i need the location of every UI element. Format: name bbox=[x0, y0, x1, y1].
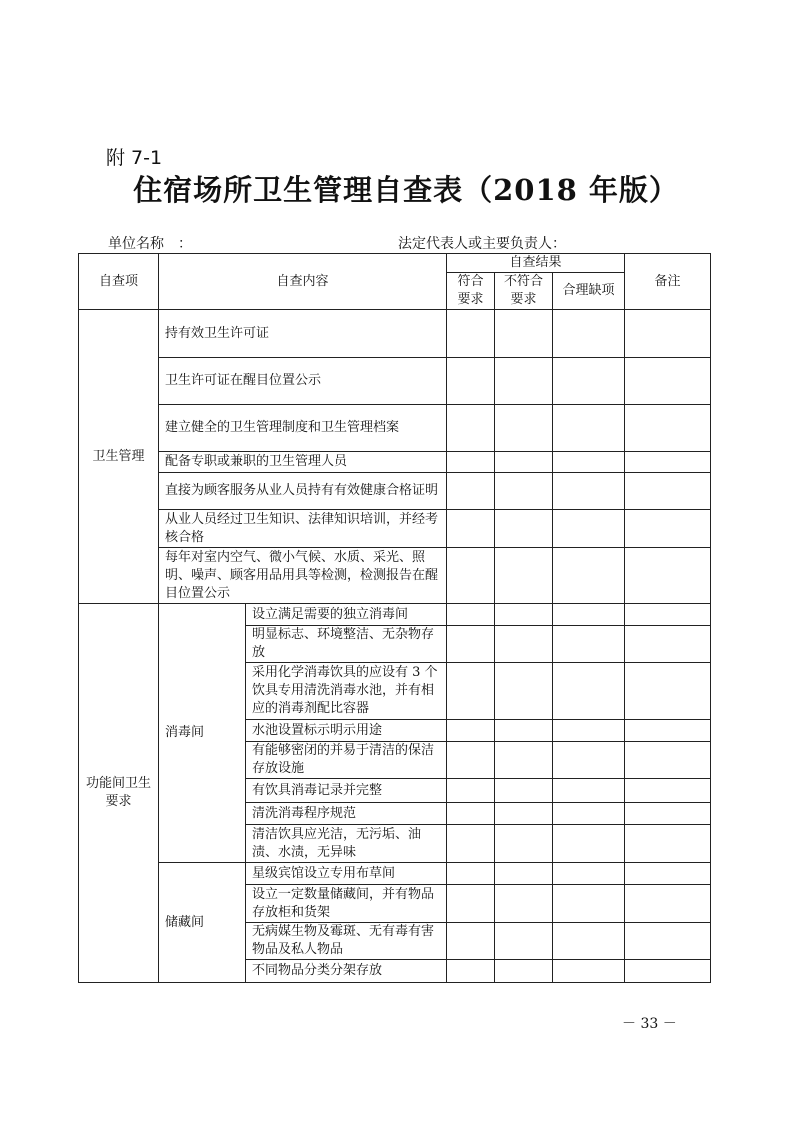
check-not-ok[interactable] bbox=[495, 720, 553, 742]
remark-cell[interactable] bbox=[625, 742, 711, 779]
check-ok[interactable] bbox=[447, 825, 495, 863]
remark-cell[interactable] bbox=[625, 405, 711, 452]
remark-cell[interactable] bbox=[625, 358, 711, 405]
remark-cell[interactable] bbox=[625, 626, 711, 663]
check-content: 建立健全的卫生管理制度和卫生管理档案 bbox=[159, 405, 447, 452]
remark-cell[interactable] bbox=[625, 452, 711, 473]
section-name: 卫生管理 bbox=[79, 310, 159, 604]
check-na[interactable] bbox=[553, 626, 625, 663]
check-ok[interactable] bbox=[447, 452, 495, 473]
table-row bbox=[79, 548, 711, 604]
header-content: 自查内容 bbox=[159, 254, 447, 310]
check-na[interactable] bbox=[553, 825, 625, 863]
check-ok[interactable] bbox=[447, 720, 495, 742]
check-ok[interactable] bbox=[447, 885, 495, 923]
header-remark: 备注 bbox=[625, 254, 711, 310]
check-content: 清洁饮具应光洁，无污垢、油渍、水渍，无异味 bbox=[246, 825, 447, 863]
check-na[interactable] bbox=[553, 473, 625, 510]
table-row bbox=[79, 863, 711, 885]
table-row bbox=[79, 452, 711, 473]
table-row bbox=[79, 510, 711, 548]
check-content: 星级宾馆设立专用布草间 bbox=[246, 863, 447, 885]
header-result: 自查结果 bbox=[447, 254, 625, 273]
check-not-ok[interactable] bbox=[495, 825, 553, 863]
check-not-ok[interactable] bbox=[495, 626, 553, 663]
remark-cell[interactable] bbox=[625, 779, 711, 803]
table-row bbox=[79, 405, 711, 452]
check-content: 采用化学消毒饮具的应设有 3 个饮具专用清洗消毒水池，并有相应的消毒剂配比容器 bbox=[246, 663, 447, 720]
check-not-ok[interactable] bbox=[495, 663, 553, 720]
check-content: 明显标志、环境整洁、无杂物存放 bbox=[246, 626, 447, 663]
remark-cell[interactable] bbox=[625, 548, 711, 604]
header-na: 合理缺项 bbox=[553, 273, 625, 310]
remark-cell[interactable] bbox=[625, 663, 711, 720]
check-not-ok[interactable] bbox=[495, 405, 553, 452]
check-content: 清洗消毒程序规范 bbox=[246, 803, 447, 825]
check-na[interactable] bbox=[553, 863, 625, 885]
table-row bbox=[79, 310, 711, 358]
page-number: － 33 － bbox=[622, 1016, 677, 1032]
check-content: 持有效卫生许可证 bbox=[159, 310, 447, 358]
subsection-name: 储藏间 bbox=[159, 863, 246, 983]
remark-cell[interactable] bbox=[625, 720, 711, 742]
check-content: 从业人员经过卫生知识、法律知识培训，并经考核合格 bbox=[159, 510, 447, 548]
check-not-ok[interactable] bbox=[495, 885, 553, 923]
check-not-ok[interactable] bbox=[495, 960, 553, 983]
check-content: 不同物品分类分架存放 bbox=[246, 960, 447, 983]
table-row bbox=[79, 604, 711, 626]
check-na[interactable] bbox=[553, 405, 625, 452]
check-ok[interactable] bbox=[447, 604, 495, 626]
check-content: 水池设置标示明示用途 bbox=[246, 720, 447, 742]
check-ok[interactable] bbox=[447, 960, 495, 983]
header-item: 自查项 bbox=[79, 254, 159, 310]
remark-cell[interactable] bbox=[625, 803, 711, 825]
remark-cell[interactable] bbox=[625, 960, 711, 983]
annex-label: 附 7-1 bbox=[106, 147, 163, 169]
check-content: 有饮具消毒记录并完整 bbox=[246, 779, 447, 803]
check-content: 设立满足需要的独立消毒间 bbox=[246, 604, 447, 626]
remark-cell[interactable] bbox=[625, 923, 711, 960]
check-na[interactable] bbox=[553, 358, 625, 405]
table-row bbox=[79, 358, 711, 405]
check-ok[interactable] bbox=[447, 626, 495, 663]
page-title: 住宿场所卫生管理自查表（2018 年版） bbox=[133, 173, 679, 207]
check-ok[interactable] bbox=[447, 358, 495, 405]
check-not-ok[interactable] bbox=[495, 779, 553, 803]
check-ok[interactable] bbox=[447, 405, 495, 452]
check-ok[interactable] bbox=[447, 310, 495, 358]
check-na[interactable] bbox=[553, 663, 625, 720]
check-not-ok[interactable] bbox=[495, 310, 553, 358]
check-na[interactable] bbox=[553, 510, 625, 548]
check-ok[interactable] bbox=[447, 863, 495, 885]
self-check-table bbox=[78, 253, 711, 983]
legal-rep-label: 法定代表人或主要负责人： bbox=[398, 236, 566, 252]
remark-cell[interactable] bbox=[625, 510, 711, 548]
unit-name-label: 单位名称 ： bbox=[108, 236, 192, 252]
check-ok[interactable] bbox=[447, 742, 495, 779]
check-na[interactable] bbox=[553, 803, 625, 825]
check-na[interactable] bbox=[553, 548, 625, 604]
check-not-ok[interactable] bbox=[495, 473, 553, 510]
check-ok[interactable] bbox=[447, 473, 495, 510]
check-content: 配备专职或兼职的卫生管理人员 bbox=[159, 452, 447, 473]
check-content: 有能够密闭的并易于清洁的保洁存放设施 bbox=[246, 742, 447, 779]
check-not-ok[interactable] bbox=[495, 863, 553, 885]
check-ok[interactable] bbox=[447, 510, 495, 548]
check-na[interactable] bbox=[553, 720, 625, 742]
check-na[interactable] bbox=[553, 885, 625, 923]
check-not-ok[interactable] bbox=[495, 923, 553, 960]
check-na[interactable] bbox=[553, 742, 625, 779]
check-na[interactable] bbox=[553, 452, 625, 473]
check-not-ok[interactable] bbox=[495, 548, 553, 604]
check-content: 卫生许可证在醒目位置公示 bbox=[159, 358, 447, 405]
remark-cell[interactable] bbox=[625, 825, 711, 863]
remark-cell[interactable] bbox=[625, 473, 711, 510]
check-ok[interactable] bbox=[447, 663, 495, 720]
check-not-ok[interactable] bbox=[495, 358, 553, 405]
check-content: 无病媒生物及霉斑、无有毒有害物品及私人物品 bbox=[246, 923, 447, 960]
check-content: 设立一定数量储藏间，并有物品存放柜和货架 bbox=[246, 885, 447, 923]
check-ok[interactable] bbox=[447, 803, 495, 825]
check-na[interactable] bbox=[553, 779, 625, 803]
remark-cell[interactable] bbox=[625, 310, 711, 358]
check-not-ok[interactable] bbox=[495, 510, 553, 548]
subsection-name: 消毒间 bbox=[159, 604, 246, 863]
check-not-ok[interactable] bbox=[495, 452, 553, 473]
check-content: 直接为顾客服务从业人员持有有效健康合格证明 bbox=[159, 473, 447, 510]
remark-cell[interactable] bbox=[625, 885, 711, 923]
check-na[interactable] bbox=[553, 923, 625, 960]
check-content: 每年对室内空气、微小气候、水质、采光、照明、噪声、顾客用品用具等检测，检测报告在醒目位置公示 bbox=[159, 548, 447, 604]
check-ok[interactable] bbox=[447, 779, 495, 803]
check-na[interactable] bbox=[553, 310, 625, 358]
check-ok[interactable] bbox=[447, 923, 495, 960]
check-na[interactable] bbox=[553, 960, 625, 983]
check-not-ok[interactable] bbox=[495, 803, 553, 825]
check-ok[interactable] bbox=[447, 548, 495, 604]
header-ok: 符合要求 bbox=[447, 273, 495, 310]
header-not-ok: 不符合要求 bbox=[495, 273, 553, 310]
remark-cell[interactable] bbox=[625, 604, 711, 626]
table-row bbox=[79, 473, 711, 510]
check-not-ok[interactable] bbox=[495, 604, 553, 626]
check-na[interactable] bbox=[553, 604, 625, 626]
section-name: 功能间卫生要求 bbox=[79, 604, 159, 983]
check-not-ok[interactable] bbox=[495, 742, 553, 779]
remark-cell[interactable] bbox=[625, 863, 711, 885]
